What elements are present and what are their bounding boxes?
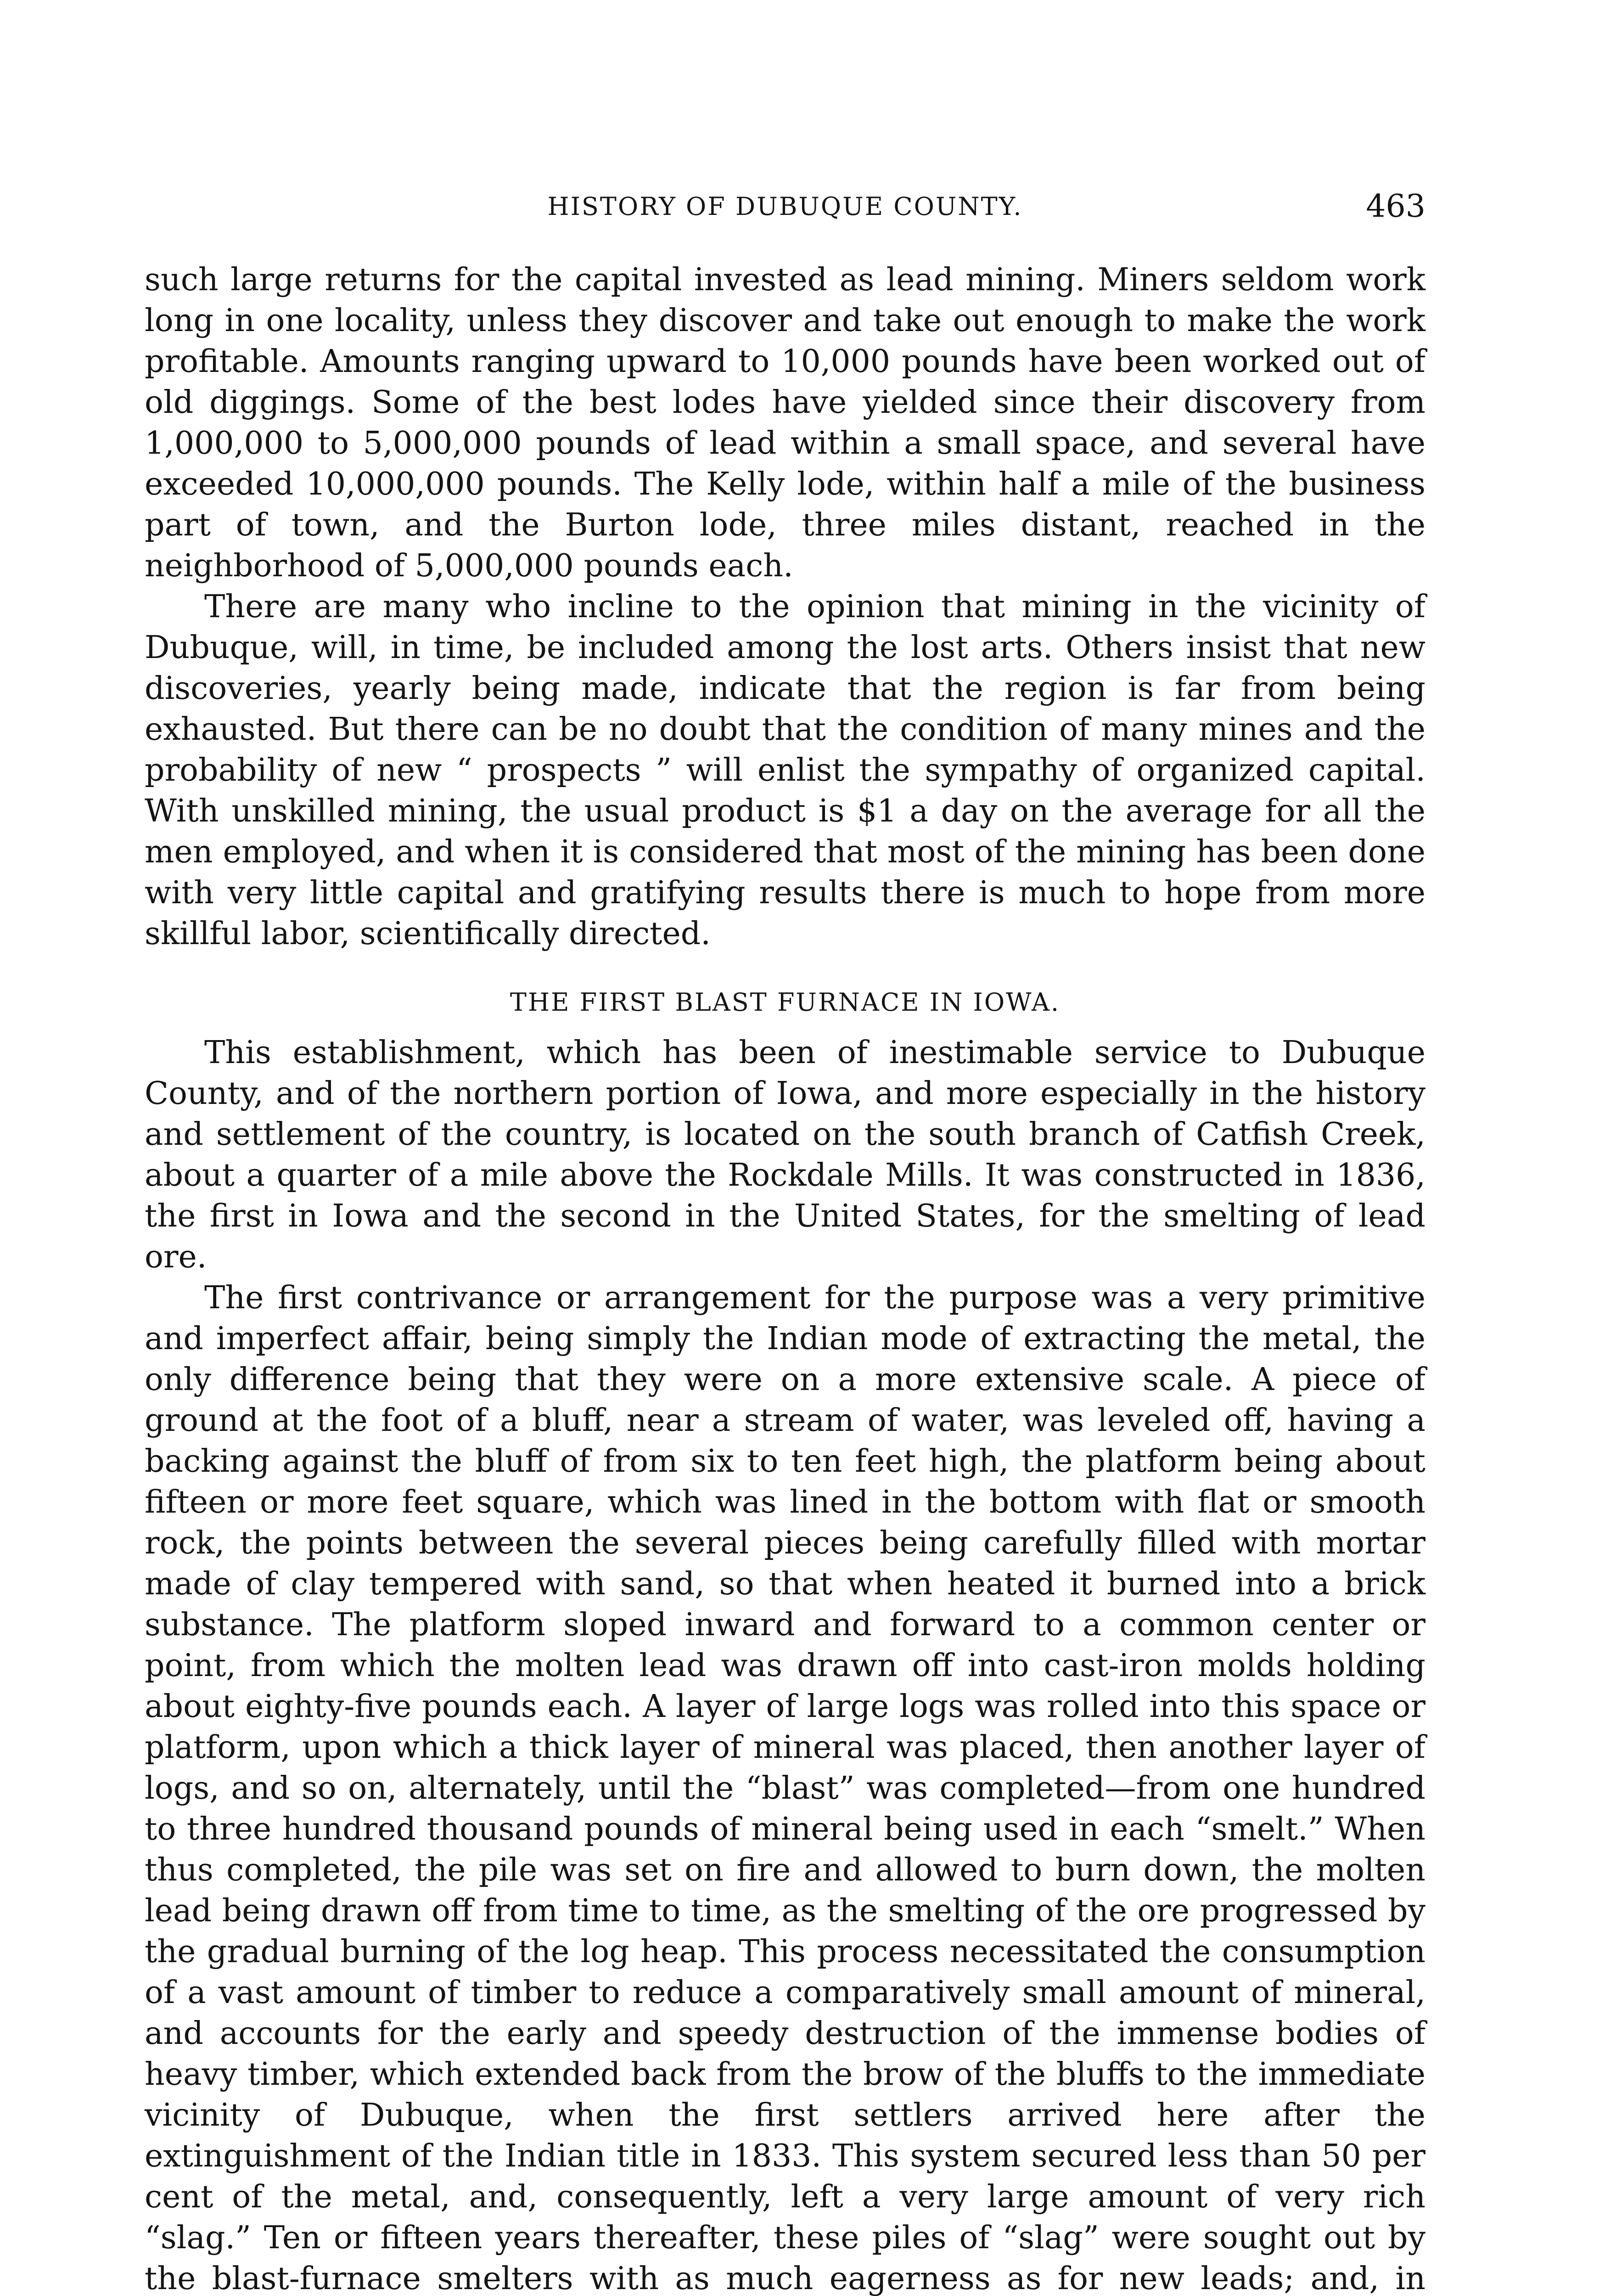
paragraph-first-contrivance: The first contrivance or arrangement for the purpose was a very primitive and imperfect affair, being simply the Indian mode of extracting the metal, the only difference being that they were on a more extensive scale. A piece of ground at the foot of a bluff, near a stream of water, was leveled off, having a backing against the bluff of from six to ten feet high, the platform being about fifteen or more feet square, which was lined in the bottom with flat or smooth rock, the points between the several pieces being carefully filled with mortar made of clay tempered with sand, so that when heated it burned into a brick substance. The platform sloped inward and forward to a common center or point, from which the molten lead was drawn off into cast-iron molds holding about eighty-five pounds each. A layer of large logs was rolled into this space or platform, upon which a thick layer of mineral was placed, then another layer of logs, and so on, alternately, until the “blast” was completed—from one hundred to three hundred thousand pounds of mineral being used in each “smelt.” When thus completed, the pile was set on fire and allowed to burn down, the molten lead being drawn off from time to time, as the smelting of the ore progressed by the gradual burning of the log heap. This process necessitated the consumption of a vast amount of timber to reduce a comparatively small amount of mineral, and accounts for the early and speedy destruction of the immense bodies of heavy timber, which extended back from the brow of the bluffs to the immediate vicinity of Dubuque, when the first settlers arrived here after the extinguishment of the Indian title in 1833. This system secured less than 50 per cent of the metal, and, consequently, left a very large amount of very rich “slag.” Ten or fifteen years thereafter, these piles of “slag” were sought out by the blast-furnace smelters with as much eagerness as for new leads; and, in xyxy=(145,1280,1425,2296)
page-number: 463 xyxy=(1366,188,1425,225)
running-title: HISTORY OF DUBUQUE COUNTY. xyxy=(547,192,1023,221)
body-text xyxy=(145,259,1425,2296)
section-heading: THE FIRST BLAST FURNACE IN IOWA. xyxy=(510,988,1060,1017)
paragraph-continued: such large returns for the capital invested as lead mining. Miners seldom work long in one locality, unless they discover and take out enough to make the work profitable. Amounts ranging upward to 10,000 pounds have been worked out of old diggings. Some of the best lodes have yielded since their discovery from 1,000,000 to 5,000,000 pounds of lead within a small space, and several have exceeded 10,000,000 pounds. The Kelly lode, within half a mile of the business part of town, and the Burton lode, three miles distant, reached in the neighborhood of 5,000,000 pounds each. xyxy=(145,262,1425,584)
running-head xyxy=(145,186,1425,227)
paragraph-establishment: This establishment, which has been of inestimable service to Dubuque County, and of the northern portion of Iowa, and more especially in the history and settlement of the country, is located on the south branch of Catfish Creek, about a quarter of a mile above the Rockdale Mills. It was constructed in 1836, the first in Iowa and the second in the United States, for the smelting of lead ore. xyxy=(145,1035,1425,1275)
paragraph-mining-outlook: There are many who incline to the opinion that mining in the vicinity of Dubuque, will, in time, be included among the lost arts. Others insist that new discoveries, yearly being made, indicate that the region is far from being exhausted. But there can be no doubt that the condition of many mines and the probability of new “ prospects ” will enlist the sympathy of organized capital. With unskilled mining, the usual product is $1 a day on the average for all the men employed, and when it is considered that most of the mining has been done with very little capital and gratifying results there is much to hope from more skillful labor, scientifically directed. xyxy=(145,589,1425,952)
